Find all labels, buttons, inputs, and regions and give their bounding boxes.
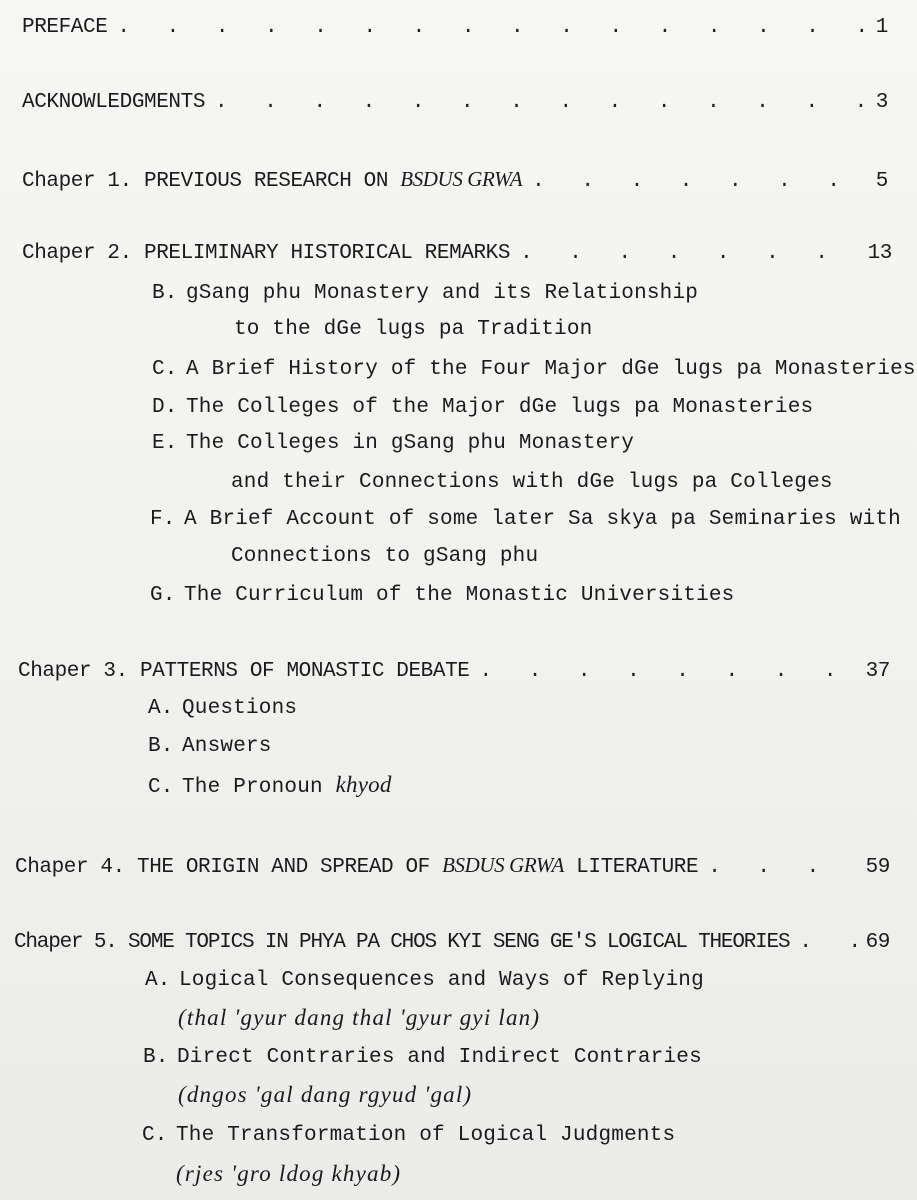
toc-section-5c-transliteration: (rjes 'gro ldog khyab) — [176, 1161, 402, 1186]
section-letter: B. — [152, 282, 178, 305]
toc-entry-chapter-2[interactable] — [22, 240, 892, 268]
section-title: Logical Consequences and Ways of Replying — [179, 969, 704, 992]
toc-section-2c[interactable] — [152, 356, 916, 384]
section-title: The Colleges in gSang phu Monastery — [186, 432, 635, 455]
toc-page-number: 13 — [867, 242, 892, 265]
section-letter: E. — [152, 432, 178, 455]
toc-page-number: 3 — [875, 91, 888, 114]
section-letter: A. — [148, 697, 174, 720]
toc-section-5b-transliteration: (dngos 'gal dang rgyud 'gal) — [178, 1082, 473, 1107]
section-letter: F. — [150, 508, 176, 531]
leader-dots — [117, 14, 865, 42]
leader-dots — [708, 854, 855, 882]
toc-entry-title: Chaper 5. SOME TOPICS IN PHYA PA CHOS KYI SENG GE'S LOGICAL THEORIES — [14, 931, 790, 954]
section-letter: B. — [143, 1046, 169, 1069]
toc-entry-preface[interactable] — [22, 14, 888, 42]
toc-section-3a[interactable] — [148, 695, 297, 723]
section-title: A Brief Account of some later Sa skya pa Seminaries with — [184, 508, 901, 531]
toc-page-number: 1 — [875, 16, 888, 39]
toc-section-2g[interactable] — [150, 582, 735, 610]
leader-dots — [799, 929, 855, 957]
toc-entry-title: ACKNOWLEDGMENTS — [22, 91, 206, 114]
toc-section-2b-continued: to the dGe lugs pa Tradition — [234, 318, 593, 341]
section-title: The Curriculum of the Monastic Universities — [184, 584, 735, 607]
section-title: The Colleges of the Major dGe lugs pa Monasteries — [186, 396, 814, 419]
leader-dots — [215, 89, 866, 117]
section-title: The Pronoun — [182, 776, 336, 799]
section-title: Questions — [182, 697, 298, 720]
toc-page-number: 37 — [865, 660, 890, 683]
section-title: Direct Contraries and Indirect Contraries — [177, 1046, 702, 1069]
toc-section-5b[interactable] — [143, 1044, 702, 1072]
toc-entry-title: Chaper 4. THE ORIGIN AND SPREAD OF BSDUS GRWA LITERATURE — [15, 853, 699, 879]
section-title: Answers — [182, 735, 272, 758]
leader-dots — [532, 168, 866, 196]
toc-entry-title: Chaper 3. PATTERNS OF MONASTIC DEBATE — [18, 660, 470, 683]
toc-entry-chapter-3[interactable] — [18, 658, 890, 686]
toc-page-number: 5 — [875, 170, 888, 193]
leader-dots — [520, 240, 858, 268]
toc-entry-title: Chaper 2. PRELIMINARY HISTORICAL REMARKS — [22, 242, 511, 265]
section-letter: A. — [145, 969, 171, 992]
toc-page-number: 69 — [865, 931, 890, 954]
toc-section-3b[interactable] — [148, 733, 272, 761]
section-title: gSang phu Monastery and its Relationship — [186, 282, 699, 305]
toc-entry-title: PREFACE — [22, 16, 108, 39]
toc-section-5c[interactable] — [142, 1122, 675, 1150]
section-letter: G. — [150, 584, 176, 607]
toc-entry-chapter-4[interactable] — [15, 851, 890, 882]
toc-section-5a[interactable] — [145, 967, 704, 995]
section-letter: C. — [142, 1124, 168, 1147]
section-title-italic: khyod — [335, 772, 392, 797]
toc-entry-acknowledgments[interactable] — [22, 89, 888, 117]
toc-section-3c[interactable] — [148, 771, 392, 802]
toc-section-2f-continued: Connections to gSang phu — [231, 545, 539, 568]
toc-section-5a-transliteration: (thal 'gyur dang thal 'gyur gyi lan) — [178, 1005, 541, 1030]
toc-section-2e-continued: and their Connections with dGe lugs pa Colleges — [231, 471, 833, 494]
toc-section-2b[interactable] — [152, 280, 698, 308]
toc-section-2f[interactable] — [150, 506, 901, 534]
section-title: The Transformation of Logical Judgments — [176, 1124, 676, 1147]
toc-section-2e[interactable] — [152, 430, 634, 458]
toc-entry-title: Chaper 1. PREVIOUS RESEARCH ON BSDUS GRWA — [22, 167, 523, 193]
leader-dots — [479, 658, 855, 686]
section-title: A Brief History of the Four Major dGe lugs pa Monasteries — [186, 358, 916, 381]
section-letter: C. — [152, 358, 178, 381]
section-letter: B. — [148, 735, 174, 758]
toc-entry-chapter-5[interactable] — [14, 929, 890, 957]
toc-section-2d[interactable] — [152, 394, 813, 422]
section-letter: C. — [148, 776, 174, 799]
toc-entry-chapter-1[interactable] — [22, 165, 888, 196]
toc-page-number: 59 — [865, 856, 890, 879]
section-letter: D. — [152, 396, 178, 419]
